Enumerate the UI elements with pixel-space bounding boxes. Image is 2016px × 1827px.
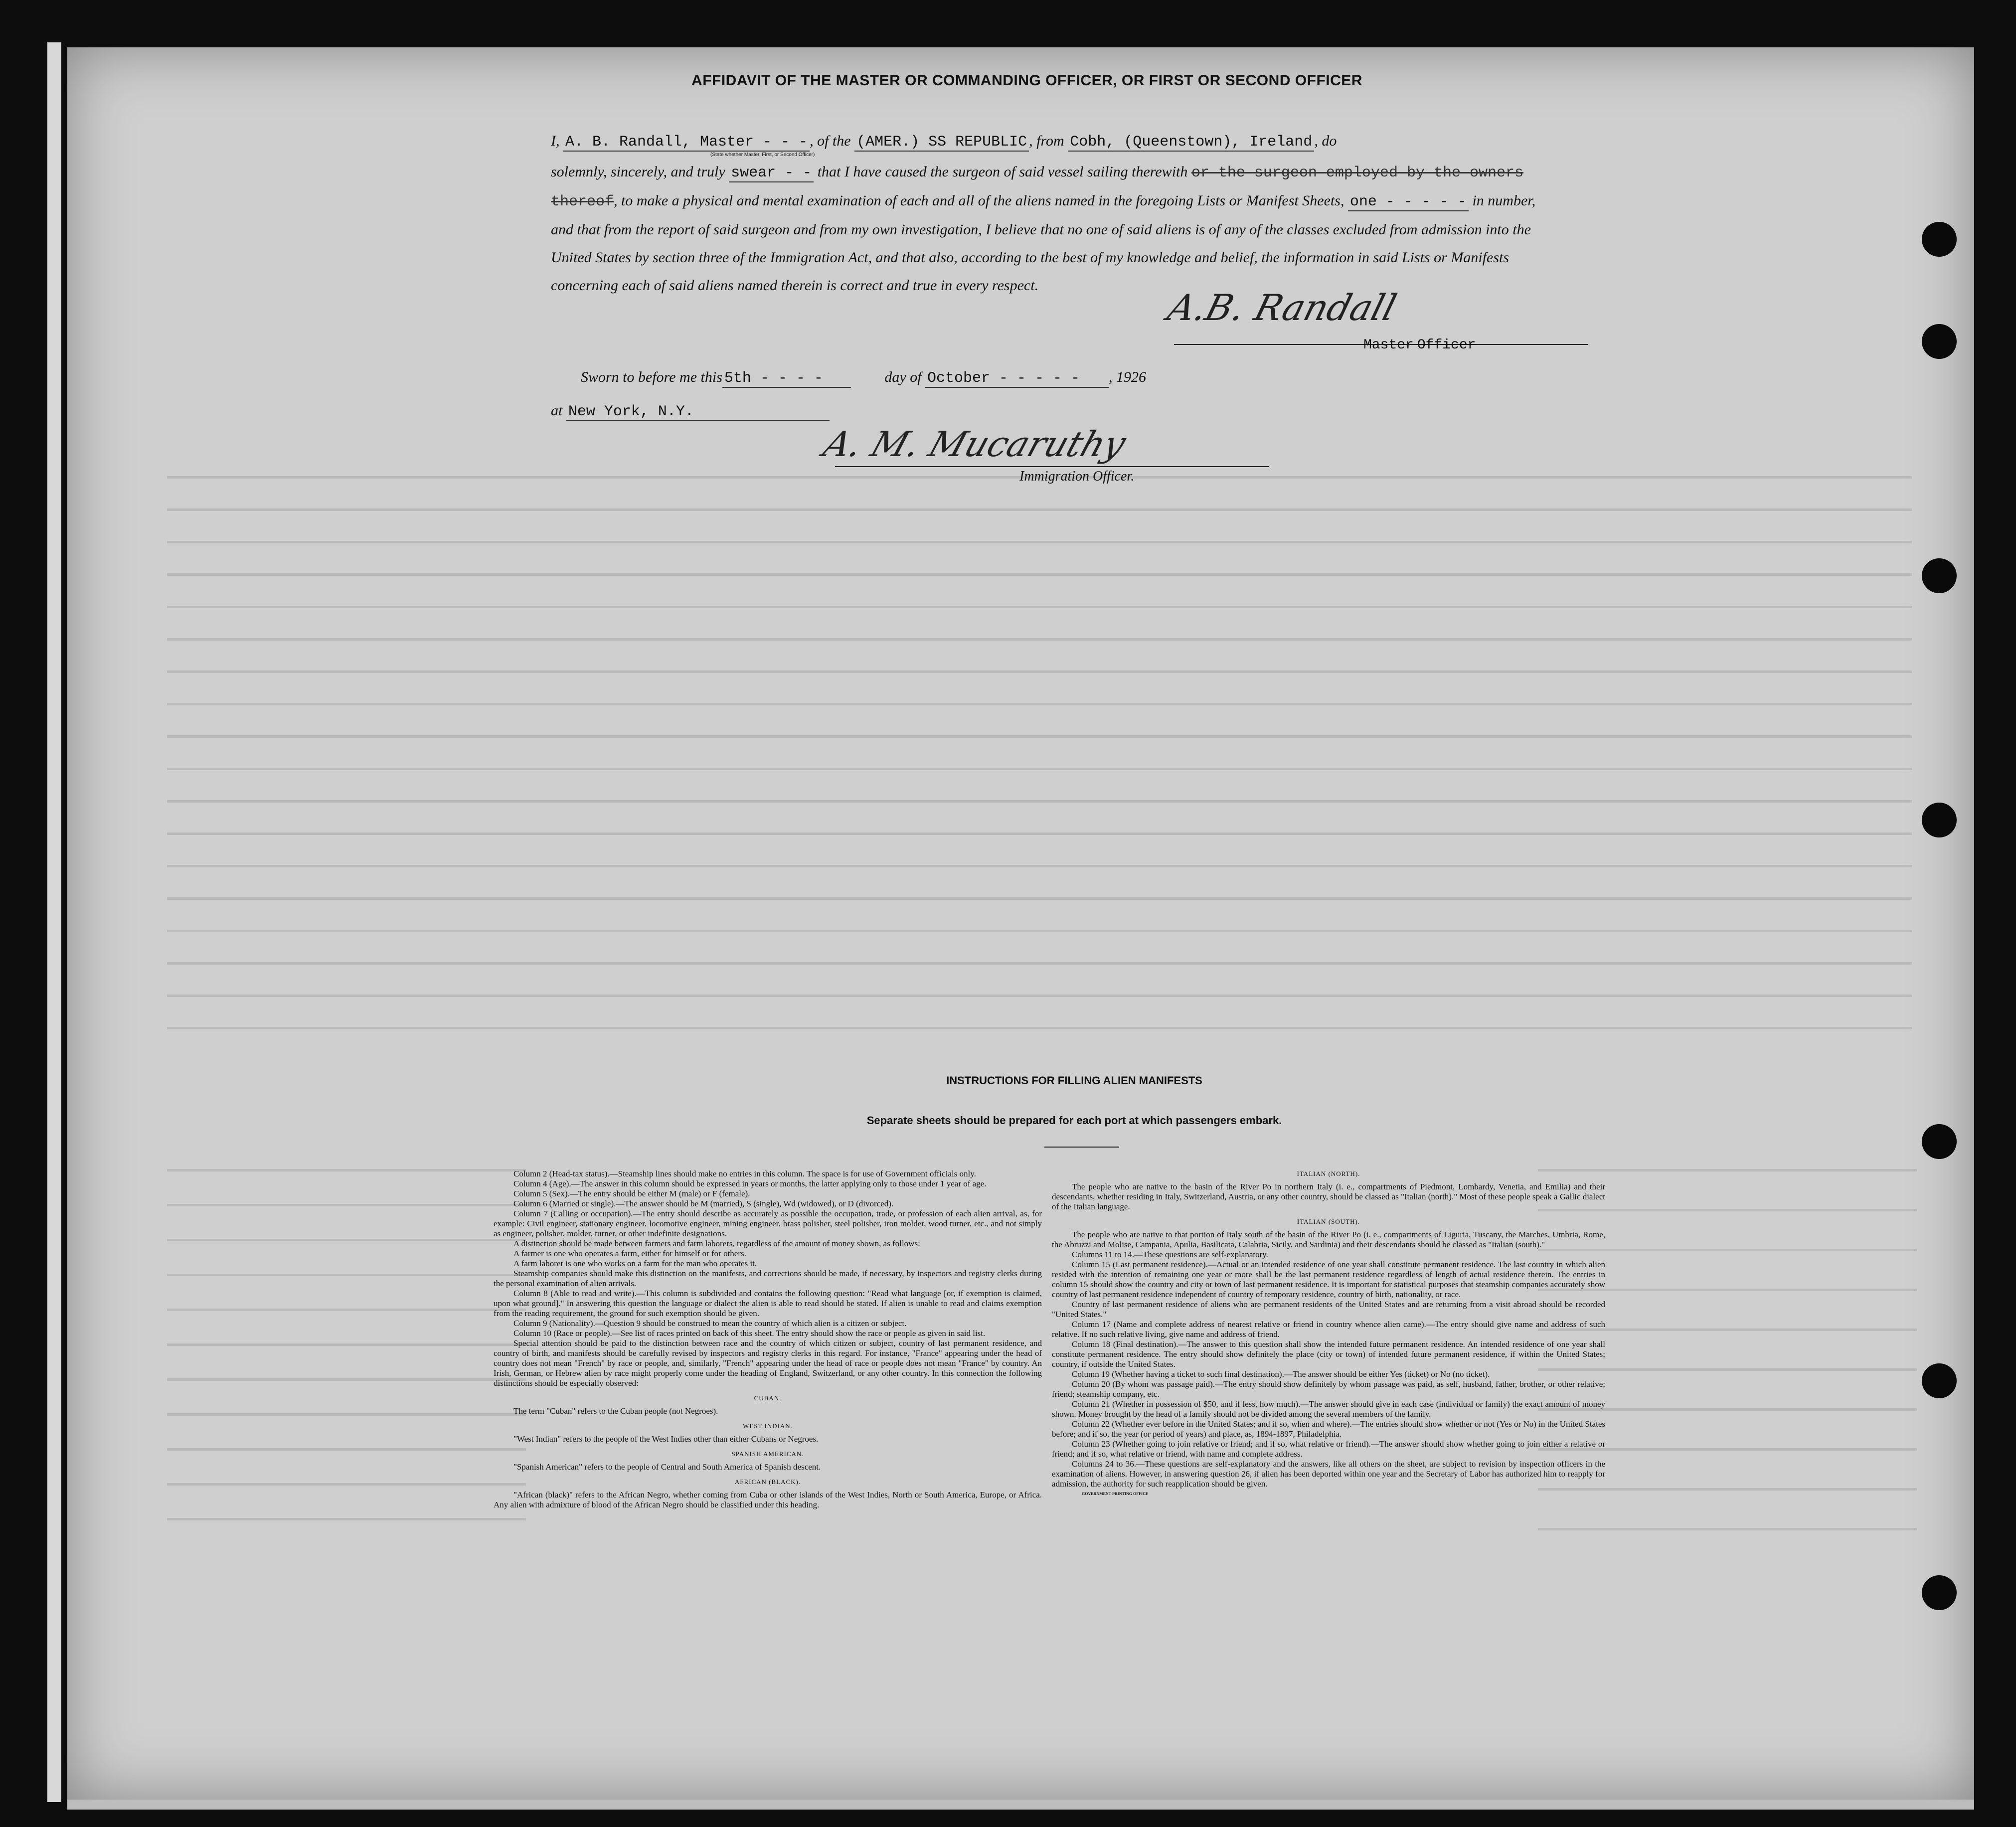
sworn-t2: day of <box>884 369 922 385</box>
binder-hole-5 <box>1922 1124 1957 1159</box>
binder-hole-6 <box>1922 1363 1957 1398</box>
instr-left-p2: Column 4 (Age).—The answer in this column should be expressed in years or months, the latter applying only to those under 1 year of age. <box>513 1179 987 1188</box>
instr-left-p5: Column 7 (Calling or occupation).—The entry should describe as accurately as possible the occupation, trade, or profession of each alien arrival, as, for example: Civil engineer, stationary engineer, locomotive engineer, mining engineer, brass polisher, steel polisher, iron molder, wood turner, etc., and not simply as engineer, polisher, molder, turner, or other indefinite designations. <box>494 1209 1042 1238</box>
master-role <box>1363 336 1476 353</box>
binder-hole-3 <box>1922 558 1957 593</box>
affidavit-heading: AFFIDAVIT OF THE MASTER OR COMMANDING OFFICER, OR FIRST OR SECOND OFFICER <box>691 72 1362 89</box>
swear-field: swear - - <box>729 165 814 182</box>
instructions-divider <box>1044 1147 1119 1148</box>
printing-office-imprint: GOVERNMENT PRINTING OFFICE <box>1082 1492 1149 1496</box>
instr-right-p5: Country of last permanent residence of aliens who are permanent residents of the United States and are returning from a visit abroad should be recorded "United States." <box>1052 1300 1605 1319</box>
heading-italian-south: ITALIAN (SOUTH). <box>1297 1218 1360 1225</box>
sworn-place-line <box>551 402 830 421</box>
master-role-label: Master <box>1363 337 1414 353</box>
paper-edge-bottom <box>67 1799 1974 1810</box>
sworn-place: New York, N.Y. <box>566 403 830 421</box>
heading-spanish-american: SPANISH AMERICAN. <box>731 1450 804 1458</box>
instr-right-p10: Column 21 (Whether in possession of $50, and if less, how much).—The answer should give in each case (individual or family) the exact amount of money shown. Money brought by the head of a family should not be divided among the several members of the family. <box>1052 1399 1605 1419</box>
immigration-officer-signature: A. M. Mucaruthy <box>818 424 1131 465</box>
instructions-subtitle: Separate sheets should be prepared for each port at which passengers embark. <box>866 1114 1282 1127</box>
instr-left-p14: The term "Cuban" refers to the Cuban people (not Negroes). <box>513 1406 718 1416</box>
instr-left-p4: Column 6 (Married or single).—The answer should be M (married), S (single), Wd (widowed), or D (divorced). <box>513 1199 894 1208</box>
heading-cuban: CUBAN. <box>754 1394 782 1402</box>
instr-left-p7: A farmer is one who operates a farm, either for himself or for others. <box>513 1249 746 1258</box>
departure-port: Cobh, (Queenstown), Ireland <box>1068 134 1314 152</box>
heading-west-indian: WEST INDIAN. <box>743 1422 793 1430</box>
affidavit-t4: in number, and that from the report of said surgeon and from my own investigation, I believe that no one of said aliens is of any of the classes excluded from admission into the United States by section three of the Immigration Act, and that also, according to the best of my knowledge and belief, the information in said Lists or Manifests concerning each of said aliens named therein is correct and true in every respect. <box>551 192 1536 294</box>
instructions-title: INSTRUCTIONS FOR FILLING ALIEN MANIFESTS <box>946 1074 1202 1087</box>
instr-left-p12: Column 10 (Race or people).—See list of races printed on back of this sheet. The entry should show the race or people as given in said list. <box>513 1329 986 1338</box>
instr-left-p9: Steamship companies should make this distinction on the manifests, and corrections should be made, if necessary, by inspectors and registry clerks during the personal examination of alien arrivals. <box>494 1269 1042 1288</box>
instr-left-p13: Special attention should be paid to the distinction between race and the country of which citizen or subject, country of last permanent residence, and country of birth, and manifests should be carefully revised by inspectors and registry clerks in this regard. For instance, "France" appearing under the head of country does not mean "French" by race or people, and, similarly, "French" appearing under the head of race or people does not mean "France" by country. An Irish, German, or Hebrew alien by race might properly come under the heading of England, Switzerland, or any other country. In this connection the following distinctions should be especially observed: <box>494 1338 1042 1388</box>
instructions-left-column <box>494 1169 1042 1510</box>
vessel-name: (AMER.) SS REPUBLIC <box>854 134 1029 152</box>
sworn-at: at <box>551 402 563 419</box>
affidavit-t1: solemnly, sincerely, and truly <box>551 164 725 180</box>
instr-left-p11: Column 9 (Nationality).—Question 9 should be construed to mean the country of which alien is a citizen or subject. <box>513 1319 907 1328</box>
instructions-right-column <box>1052 1164 1605 1499</box>
instr-right-p11: Column 22 (Whether ever before in the United States; and if so, when and where).—The entries should show whether or not (Yes or No) in the United States before; and if so, the year (or period of years) and place, as, 1894-1897, Philadelphia. <box>1052 1419 1605 1439</box>
heading-italian-north: ITALIAN (NORTH). <box>1297 1170 1360 1177</box>
officer-struck: Officer <box>1417 337 1476 353</box>
affidavit-t2: that I have caused the surgeon of said vessel sailing therewith <box>817 164 1188 180</box>
binder-hole-7 <box>1922 1575 1957 1610</box>
master-name: A. B. Randall, Master - - - <box>563 134 810 152</box>
sworn-month: October - - - - - <box>925 370 1109 388</box>
officer-note: (State whether Master, First, or Second Officer) <box>710 152 815 158</box>
immigration-officer-title: Immigration Officer. <box>1019 469 1135 484</box>
instr-left-p15: "West Indian" refers to the people of the West Indies other than either Cubans or Negroes. <box>513 1434 819 1444</box>
instr-right-p4: Column 15 (Last permanent residence).—Actual or an intended residence of one year shall constitute permanent residence. The last country in which alien resided with the intention of remaining one year or more shall be the last permanent residence regardless of length of actual residence therein. The entries in column 15 should show the country and city or town of last permanent residence. It is important for statistical purposes that steamship companies accurately show country of last permanent residence independent of country of temporary residence, country of birth, nationality, or race. <box>1052 1260 1605 1299</box>
affidavit-of-the: , of the <box>810 133 851 149</box>
instr-left-p16: "Spanish American" refers to the people of Central and South America of Spanish descent. <box>513 1462 821 1472</box>
binder-hole-4 <box>1922 803 1957 837</box>
instr-right-p12: Column 23 (Whether going to join relative or friend; and if so, what relative or friend).—The answer should show whether going to join either a relative or friend; and if so, what relative or friend, with name and complete address. <box>1052 1439 1605 1459</box>
instr-right-p1: The people who are native to the basin of the River Po in northern Italy (i. e., compartments of Piedmont, Lombardy, Venetia, and Emilia) and their descendants, whether residing in Italy, Switzerland, Austria, or any other country, should be classed as "Italian (north)." Most of these people speak a Gallic dialect of the Italian language. <box>1052 1182 1605 1211</box>
affidavit-from: , from <box>1029 133 1064 149</box>
sworn-line <box>581 369 1146 388</box>
instr-left-p8: A farm laborer is one who works on a farm for the man who operates it. <box>513 1259 757 1268</box>
instr-right-p2: The people who are native to that portion of Italy south of the basin of the River Po (i. e., compartments of Liguria, Tuscany, the Marches, Umbria, Rome, the Abruzzi and Molise, Campania, Apulia, Basilicata, Calabria, Sicily, and Sardinia) and their descendants should be classed as "Italian (south)." <box>1052 1230 1605 1249</box>
instr-left-p17: "African (black)" refers to the African Negro, whether coming from Cuba or other islands of the West Indies, North or South America, Europe, or Africa. Any alien with admixture of blood of the African Negro should be classified under this heading. <box>494 1490 1042 1509</box>
officer-signature-line <box>835 466 1269 467</box>
master-signature: A.B. Randall <box>1163 287 1401 329</box>
affidavit-text <box>551 127 1538 300</box>
heading-african: AFRICAN (BLACK). <box>734 1478 801 1486</box>
instr-right-p7: Column 18 (Final destination).—The answer to this question shall show the intended future permanent residence. An intended residence of one year shall constitute permanent residence. The entry should show definitely the place (city or town) of intended future permanent residence, if within the United States; country, if outside the United States. <box>1052 1339 1605 1369</box>
instr-left-p6: A distinction should be made between farmers and farm laborers, regardless of the amount of money shown, as follows: <box>513 1239 920 1248</box>
affidavit-t3: , to make a physical and mental examination of each and all of the aliens named in the foregoing Lists or Manifest Sheets, <box>614 192 1344 209</box>
instr-right-p9: Column 20 (By whom was passage paid).—The entry should show definitely by whom passage was paid, as self, husband, father, brother, or other relative; friend; steamship company, etc. <box>1052 1379 1605 1399</box>
binder-hole-2 <box>1922 324 1957 359</box>
struck-surgeon-clause: or the surgeon employed by the owners thereof <box>551 165 1523 210</box>
instr-right-p13: Columns 24 to 36.—These questions are self-explanatory and the answers, like all others on the sheet, are subject to revision by inspection officers in the examination of aliens. However, in answering question 26, if alien has been deported within one year and the Secretary of Labor has authorized him to reapply for admission, the authority for such reapplication should be given. <box>1052 1459 1605 1489</box>
instr-right-p6: Column 17 (Name and complete address of nearest relative or friend in country whence alien came).—The entry should give name and address of such relative. If no such relative living, give name and address of friend. <box>1052 1320 1605 1339</box>
sworn-year: , 1926 <box>1109 369 1147 385</box>
instr-right-p8: Column 19 (Whether having a ticket to such final destination).—The answer should be either Yes (ticket) or No (no ticket). <box>1072 1369 1490 1379</box>
paper-edge-left <box>47 42 61 1802</box>
sheet-count: one - - - - - <box>1348 193 1469 211</box>
affidavit-i: I, <box>551 133 560 149</box>
sworn-day: 5th - - - - <box>722 370 851 388</box>
instr-right-p3: Columns 11 to 14.—These questions are self-explanatory. <box>1072 1250 1268 1259</box>
binder-hole-1 <box>1922 222 1957 257</box>
manifest-page <box>67 47 1974 1800</box>
bleed-through-rows <box>67 47 1974 1800</box>
instr-left-p1: Column 2 (Head-tax status).—Steamship lines should make no entries in this column. The space is for use of Government officials only. <box>513 1169 976 1178</box>
affidavit-do: , do <box>1314 133 1337 149</box>
sworn-t1: Sworn to before me this <box>581 369 722 385</box>
instr-left-p3: Column 5 (Sex).—The entry should be either M (male) or F (female). <box>513 1189 750 1198</box>
instr-left-p10: Column 8 (Able to read and write).—This column is subdivided and contains the following question: "Read what language [or, if exemption is claimed, upon what ground]." In answering this question the language or dialect the alien is able to read should be stated. If alien is unable to read and claims exemption from the reading requirement, the ground for such exemption should be given. <box>494 1289 1042 1318</box>
